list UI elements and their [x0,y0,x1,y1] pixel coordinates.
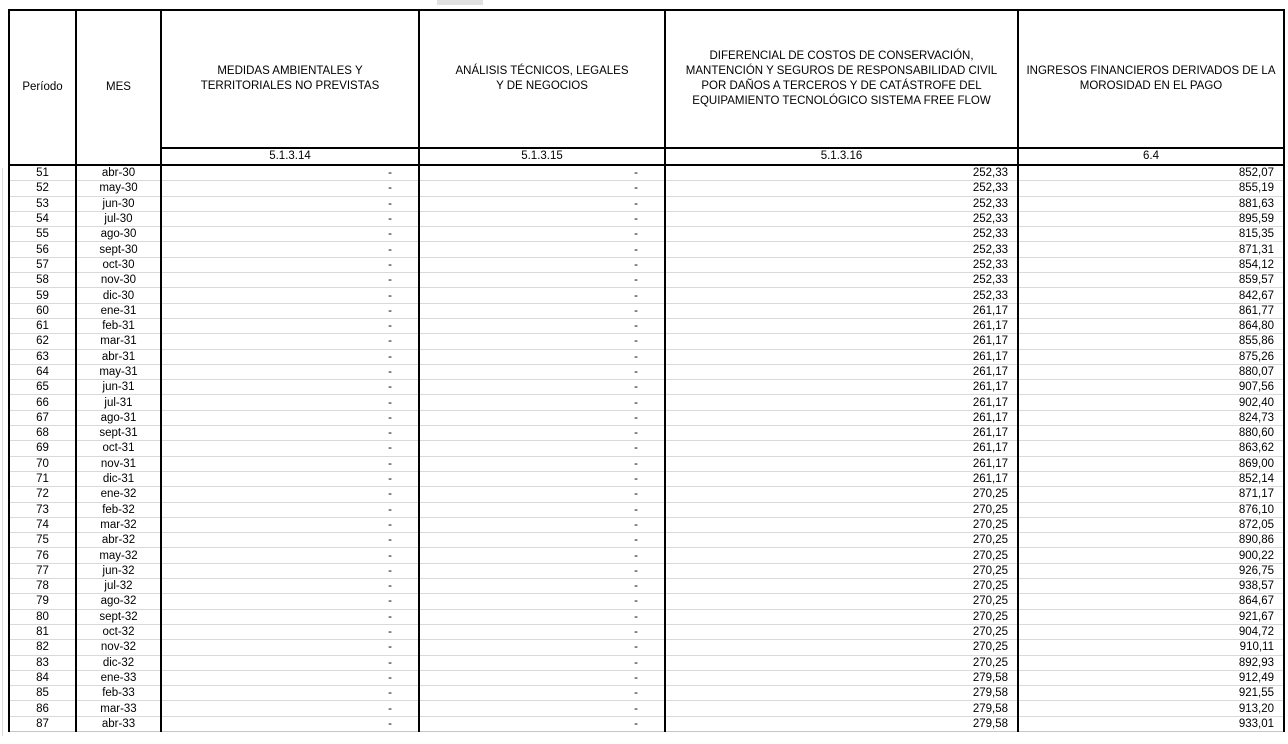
col-header-analisis: ANÁLISIS TÉCNICOS, LEGALES Y DE NEGOCIOS [419,10,665,148]
cell-ingresos: 842,67 [1018,288,1284,303]
cell-period: 55 [9,227,76,242]
cell-month: nov-31 [76,456,161,471]
cell-ingresos: 910,11 [1018,640,1284,655]
table-row [9,594,1284,609]
code-ingresos: 6.4 [1018,148,1284,165]
table-row [9,502,1284,517]
cell-medidas: - [161,716,419,731]
cell-analisis: - [419,670,665,685]
table-row [9,334,1284,349]
cell-diferencial: 279,58 [665,670,1018,685]
cell-ingresos: 852,14 [1018,471,1284,486]
code-analisis: 5.1.3.15 [419,148,665,165]
cell-analisis: - [419,364,665,379]
cell-period: 52 [9,181,76,196]
cell-period: 68 [9,426,76,441]
cell-medidas: - [161,410,419,425]
cell-analisis: - [419,502,665,517]
table-row [9,548,1284,563]
col-header-medidas: MEDIDAS AMBIENTALES Y TERRITORIALES NO PREVISTAS [161,10,419,148]
cell-medidas: - [161,456,419,471]
code-medidas: 5.1.3.14 [161,148,419,165]
cell-month: sept-30 [76,242,161,257]
cell-month: oct-30 [76,257,161,272]
cell-month: feb-32 [76,502,161,517]
cell-month: feb-33 [76,686,161,701]
cell-period: 64 [9,364,76,379]
header-row-labels [9,10,1284,148]
cell-period: 77 [9,563,76,578]
cell-period: 74 [9,517,76,532]
table-header [9,10,1284,165]
cell-medidas: - [161,227,419,242]
table-row [9,242,1284,257]
cell-month: sept-32 [76,609,161,624]
cell-diferencial: 270,25 [665,640,1018,655]
cell-diferencial: 252,33 [665,165,1018,181]
cell-period: 87 [9,716,76,731]
col-header-ingresos: INGRESOS FINANCIEROS DERIVADOS DE LA MOROSIDAD EN EL PAGO [1018,10,1284,148]
cell-month: dic-30 [76,288,161,303]
code-diferencial: 5.1.3.16 [665,148,1018,165]
table-row [9,364,1284,379]
cell-medidas: - [161,670,419,685]
cell-period: 61 [9,318,76,333]
cell-ingresos: 880,60 [1018,426,1284,441]
cell-medidas: - [161,701,419,716]
cell-diferencial: 252,33 [665,288,1018,303]
table-row [9,349,1284,364]
cell-ingresos: 875,26 [1018,349,1284,364]
cell-diferencial: 252,33 [665,242,1018,257]
cell-diferencial: 252,33 [665,273,1018,288]
cell-diferencial: 270,25 [665,579,1018,594]
cell-diferencial: 270,25 [665,487,1018,502]
table-row [9,288,1284,303]
cell-ingresos: 815,35 [1018,227,1284,242]
left-sheet-gridline [2,168,3,736]
cell-analisis: - [419,716,665,731]
table-row [9,533,1284,548]
scan-artifact [437,0,483,5]
cell-period: 80 [9,609,76,624]
sheet-area [8,9,1285,732]
cell-ingresos: 933,01 [1018,716,1284,731]
cell-diferencial: 261,17 [665,380,1018,395]
cell-medidas: - [161,211,419,226]
cell-diferencial: 270,25 [665,517,1018,532]
cell-diferencial: 279,58 [665,716,1018,731]
cell-ingresos: 855,86 [1018,334,1284,349]
table-row [9,318,1284,333]
cell-analisis: - [419,456,665,471]
cell-ingresos: 902,40 [1018,395,1284,410]
cell-diferencial: 261,17 [665,456,1018,471]
cell-medidas: - [161,196,419,211]
cell-analisis: - [419,686,665,701]
cell-period: 67 [9,410,76,425]
cell-period: 65 [9,380,76,395]
cell-diferencial: 261,17 [665,441,1018,456]
cell-analisis: - [419,410,665,425]
table-row [9,579,1284,594]
cell-medidas: - [161,426,419,441]
cell-analisis: - [419,181,665,196]
cell-analisis: - [419,426,665,441]
cell-period: 51 [9,165,76,181]
cell-analisis: - [419,165,665,181]
cell-ingresos: 938,57 [1018,579,1284,594]
cell-analisis: - [419,517,665,532]
cell-month: oct-32 [76,624,161,639]
cell-medidas: - [161,655,419,670]
cell-medidas: - [161,517,419,532]
cell-medidas: - [161,181,419,196]
cell-diferencial: 270,25 [665,624,1018,639]
cell-period: 58 [9,273,76,288]
cell-month: nov-32 [76,640,161,655]
cell-medidas: - [161,594,419,609]
cell-diferencial: 252,33 [665,257,1018,272]
cell-analisis: - [419,211,665,226]
cell-month: may-30 [76,181,161,196]
table-row [9,609,1284,624]
cell-period: 54 [9,211,76,226]
cell-month: abr-30 [76,165,161,181]
cell-ingresos: 900,22 [1018,548,1284,563]
cell-analisis: - [419,471,665,486]
table-row [9,624,1284,639]
cell-period: 62 [9,334,76,349]
cell-period: 82 [9,640,76,655]
cell-period: 72 [9,487,76,502]
cell-ingresos: 872,05 [1018,517,1284,532]
cell-period: 84 [9,670,76,685]
cell-month: jul-30 [76,211,161,226]
cell-medidas: - [161,257,419,272]
table-row [9,471,1284,486]
cell-period: 57 [9,257,76,272]
cell-analisis: - [419,227,665,242]
cell-ingresos: 890,86 [1018,533,1284,548]
cell-analisis: - [419,441,665,456]
cell-diferencial: 270,25 [665,563,1018,578]
cell-analisis: - [419,334,665,349]
cell-analisis: - [419,655,665,670]
cell-ingresos: 921,67 [1018,609,1284,624]
cell-period: 69 [9,441,76,456]
cell-medidas: - [161,380,419,395]
cell-month: abr-31 [76,349,161,364]
cell-ingresos: 859,57 [1018,273,1284,288]
cell-ingresos: 861,77 [1018,303,1284,318]
cell-medidas: - [161,533,419,548]
cell-period: 56 [9,242,76,257]
cell-month: mar-32 [76,517,161,532]
cell-ingresos: 871,31 [1018,242,1284,257]
cell-period: 86 [9,701,76,716]
cell-period: 78 [9,579,76,594]
cell-medidas: - [161,471,419,486]
table-row [9,670,1284,685]
cell-month: ene-31 [76,303,161,318]
cell-period: 63 [9,349,76,364]
cell-month: oct-31 [76,441,161,456]
cell-analisis: - [419,563,665,578]
cell-medidas: - [161,640,419,655]
table-row [9,456,1284,471]
cell-medidas: - [161,548,419,563]
cell-analisis: - [419,257,665,272]
table-row [9,487,1284,502]
cell-diferencial: 252,33 [665,181,1018,196]
cell-medidas: - [161,502,419,517]
cell-diferencial: 261,17 [665,318,1018,333]
table-row [9,686,1284,701]
header-row-codes [9,148,1284,165]
cell-medidas: - [161,395,419,410]
cell-ingresos: 824,73 [1018,410,1284,425]
cell-month: mar-31 [76,334,161,349]
cell-diferencial: 270,25 [665,533,1018,548]
cell-period: 60 [9,303,76,318]
cell-medidas: - [161,441,419,456]
cell-period: 53 [9,196,76,211]
cell-month: dic-31 [76,471,161,486]
cell-month: feb-31 [76,318,161,333]
data-table [8,9,1285,732]
cell-diferencial: 270,25 [665,502,1018,517]
cell-ingresos: 864,80 [1018,318,1284,333]
cell-analisis: - [419,640,665,655]
cell-ingresos: 913,20 [1018,701,1284,716]
cell-medidas: - [161,579,419,594]
cell-period: 71 [9,471,76,486]
cell-month: ago-31 [76,410,161,425]
cell-ingresos: 912,49 [1018,670,1284,685]
table-row [9,303,1284,318]
cell-medidas: - [161,273,419,288]
cell-ingresos: 904,72 [1018,624,1284,639]
cell-medidas: - [161,364,419,379]
table-row [9,655,1284,670]
table-row [9,380,1284,395]
cell-ingresos: 921,55 [1018,686,1284,701]
cell-medidas: - [161,349,419,364]
cell-month: may-32 [76,548,161,563]
cell-analisis: - [419,349,665,364]
cell-analisis: - [419,196,665,211]
cell-analisis: - [419,594,665,609]
cell-month: nov-30 [76,273,161,288]
cell-month: jun-31 [76,380,161,395]
cell-period: 66 [9,395,76,410]
cell-analisis: - [419,273,665,288]
cell-diferencial: 261,17 [665,471,1018,486]
table-row [9,227,1284,242]
cell-period: 79 [9,594,76,609]
cell-ingresos: 854,12 [1018,257,1284,272]
cell-diferencial: 261,17 [665,303,1018,318]
cell-diferencial: 270,25 [665,609,1018,624]
cell-period: 59 [9,288,76,303]
cell-medidas: - [161,624,419,639]
cell-period: 75 [9,533,76,548]
cell-ingresos: 869,00 [1018,456,1284,471]
cell-medidas: - [161,318,419,333]
cell-ingresos: 881,63 [1018,196,1284,211]
table-body [9,165,1284,731]
table-row [9,517,1284,532]
cell-month: mar-33 [76,701,161,716]
table-row [9,395,1284,410]
table-row [9,181,1284,196]
cell-month: jun-30 [76,196,161,211]
cell-ingresos: 926,75 [1018,563,1284,578]
cell-month: ene-32 [76,487,161,502]
cell-analisis: - [419,487,665,502]
cell-medidas: - [161,686,419,701]
col-header-periodo: Período [9,10,76,165]
cell-month: may-31 [76,364,161,379]
cell-diferencial: 279,58 [665,686,1018,701]
cell-period: 81 [9,624,76,639]
cell-analisis: - [419,380,665,395]
cell-month: jul-31 [76,395,161,410]
cell-analisis: - [419,395,665,410]
cell-month: abr-32 [76,533,161,548]
cell-diferencial: 252,33 [665,227,1018,242]
cell-diferencial: 261,17 [665,349,1018,364]
cell-medidas: - [161,288,419,303]
cell-ingresos: 876,10 [1018,502,1284,517]
cell-month: jun-32 [76,563,161,578]
cell-diferencial: 270,25 [665,548,1018,563]
table-row [9,716,1284,731]
cell-analisis: - [419,303,665,318]
cell-analisis: - [419,579,665,594]
cell-ingresos: 852,07 [1018,165,1284,181]
cell-analisis: - [419,242,665,257]
cell-diferencial: 270,25 [665,655,1018,670]
cell-period: 83 [9,655,76,670]
cell-diferencial: 261,17 [665,364,1018,379]
cell-ingresos: 907,56 [1018,380,1284,395]
table-row [9,563,1284,578]
table-row [9,640,1284,655]
cell-ingresos: 892,93 [1018,655,1284,670]
table-row [9,410,1284,425]
cell-period: 73 [9,502,76,517]
cell-medidas: - [161,303,419,318]
cell-ingresos: 855,19 [1018,181,1284,196]
cell-ingresos: 880,07 [1018,364,1284,379]
cell-diferencial: 279,58 [665,701,1018,716]
cell-diferencial: 252,33 [665,196,1018,211]
cell-month: abr-33 [76,716,161,731]
cell-month: sept-31 [76,426,161,441]
cell-analisis: - [419,548,665,563]
cell-diferencial: 270,25 [665,594,1018,609]
cell-analisis: - [419,288,665,303]
cell-diferencial: 252,33 [665,211,1018,226]
col-header-diferencial: DIFERENCIAL DE COSTOS DE CONSERVACIÓN, MANTENCIÓN Y SEGUROS DE RESPONSABILIDAD CIVIL POR DAÑOS A TERCEROS Y DE CATÁSTROFE DEL EQUIPAMIENTO TECNOLÓGICO SISTEMA FREE FLOW [665,10,1018,148]
cell-month: ene-33 [76,670,161,685]
cell-month: ago-30 [76,227,161,242]
table-row [9,211,1284,226]
col-header-mes: MES [76,10,161,165]
cell-medidas: - [161,165,419,181]
cell-month: jul-32 [76,579,161,594]
table-row [9,196,1284,211]
cell-period: 85 [9,686,76,701]
cell-analisis: - [419,609,665,624]
table-row [9,165,1284,181]
table-row [9,441,1284,456]
cell-medidas: - [161,487,419,502]
table-row [9,426,1284,441]
cell-medidas: - [161,609,419,624]
cell-ingresos: 871,17 [1018,487,1284,502]
cell-analisis: - [419,533,665,548]
cell-analisis: - [419,701,665,716]
cell-ingresos: 895,59 [1018,211,1284,226]
table-row [9,273,1284,288]
cell-analisis: - [419,624,665,639]
cell-diferencial: 261,17 [665,410,1018,425]
table-row [9,257,1284,272]
cell-month: dic-32 [76,655,161,670]
cell-ingresos: 864,67 [1018,594,1284,609]
cell-analisis: - [419,318,665,333]
cell-diferencial: 261,17 [665,426,1018,441]
cell-diferencial: 261,17 [665,395,1018,410]
cell-medidas: - [161,563,419,578]
cell-month: ago-32 [76,594,161,609]
table-row [9,701,1284,716]
cell-medidas: - [161,334,419,349]
cell-period: 70 [9,456,76,471]
cell-period: 76 [9,548,76,563]
cell-diferencial: 261,17 [665,334,1018,349]
cell-medidas: - [161,242,419,257]
cell-ingresos: 863,62 [1018,441,1284,456]
